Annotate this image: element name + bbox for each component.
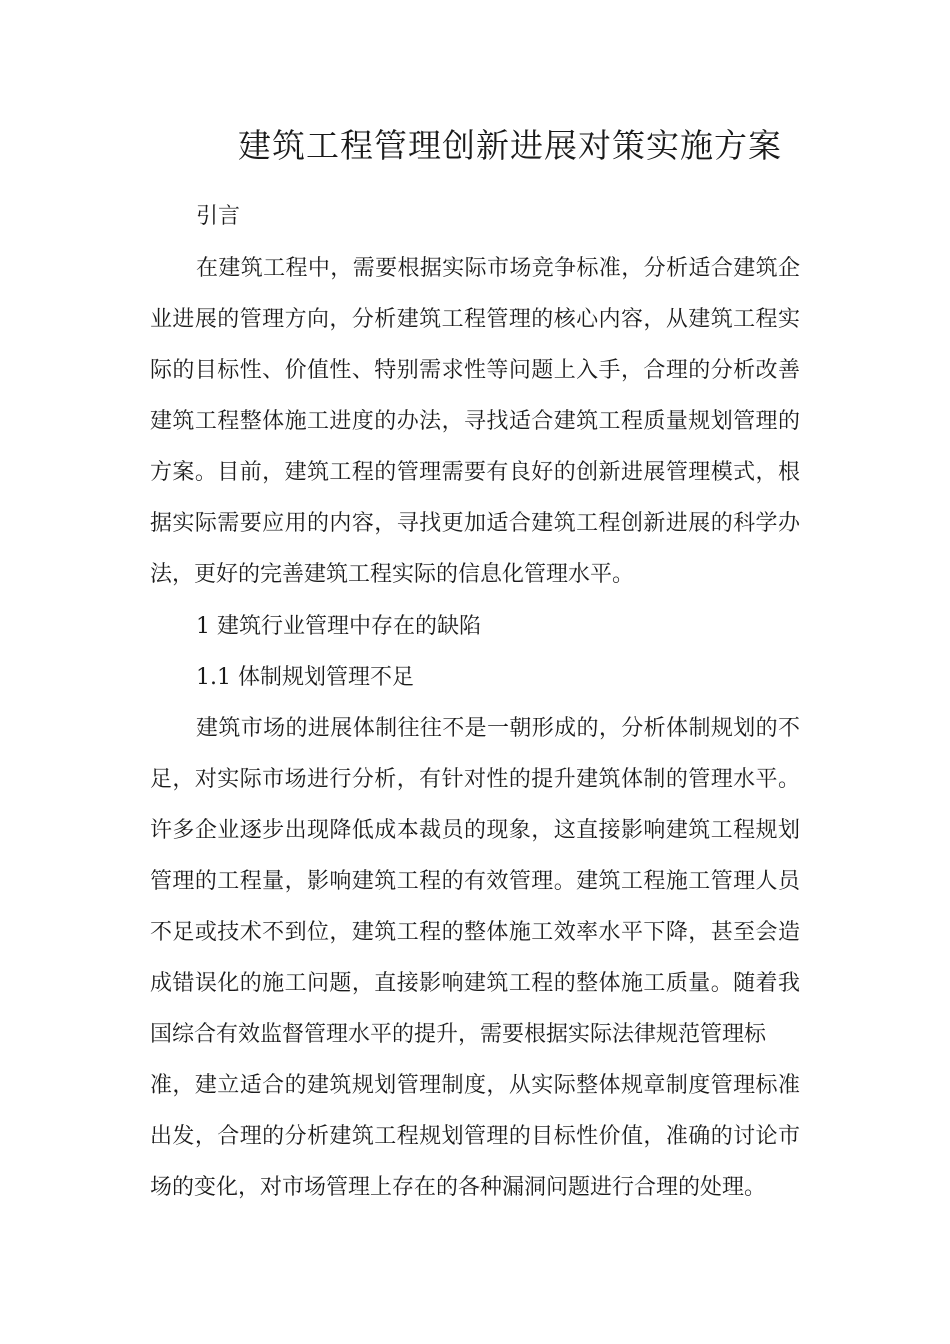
paragraph-line: 国综合有效监督管理水平的提升，需要根据实际法律规范管理标 <box>150 1022 767 1047</box>
paragraph-line: 建筑工程整体施工进度的办法，寻找适合建筑工程质量规划管理的 <box>150 409 800 434</box>
paragraph-line: 际的目标性、价值性、特别需求性等问题上入手，合理的分析改善 <box>150 358 800 383</box>
paragraph-line: 据实际需要应用的内容，寻找更加适合建筑工程创新进展的科学办 <box>150 511 800 536</box>
paragraph-line: 业进展的管理方向，分析建筑工程管理的核心内容，从建筑工程实 <box>150 307 800 332</box>
paragraph-line: 出发，合理的分析建筑工程规划管理的目标性价值，准确的讨论市 <box>150 1124 800 1149</box>
paragraph-line: 场的变化，对市场管理上存在的各种漏洞问题进行合理的处理。 <box>150 1175 767 1200</box>
paragraph-line: 不足或技术不到位，建筑工程的整体施工效率水平下降，甚至会造 <box>150 920 800 945</box>
section-heading: 1 建筑行业管理中存在的缺陷 <box>196 614 481 639</box>
paragraph-line: 建筑市场的进展体制往往不是一朝形成的，分析体制规划的不 <box>196 716 800 741</box>
paragraph-line: 方案。目前，建筑工程的管理需要有良好的创新进展管理模式，根 <box>150 460 800 485</box>
paragraph-line: 准，建立适合的建筑规划管理制度，从实际整体规章制度管理标准 <box>150 1073 800 1098</box>
document-title: 建筑工程管理创新进展对策实施方案 <box>238 126 782 165</box>
paragraph-line: 在建筑工程中，需要根据实际市场竞争标准，分析适合建筑企 <box>196 256 800 281</box>
paragraph-line: 法，更好的完善建筑工程实际的信息化管理水平。 <box>150 562 635 587</box>
paragraph-line: 足，对实际市场进行分析，有针对性的提升建筑体制的管理水平。 <box>150 767 800 792</box>
paragraph-line: 成错误化的施工问题，直接影响建筑工程的整体施工质量。随着我 <box>150 971 800 996</box>
paragraph-line: 许多企业逐步出现降低成本裁员的现象，这直接影响建筑工程规划 <box>150 818 800 843</box>
intro-heading: 引言 <box>196 204 241 229</box>
subsection-heading: 1.1 体制规划管理不足 <box>196 665 414 690</box>
paragraph-line: 管理的工程量，影响建筑工程的有效管理。建筑工程施工管理人员 <box>150 869 800 894</box>
